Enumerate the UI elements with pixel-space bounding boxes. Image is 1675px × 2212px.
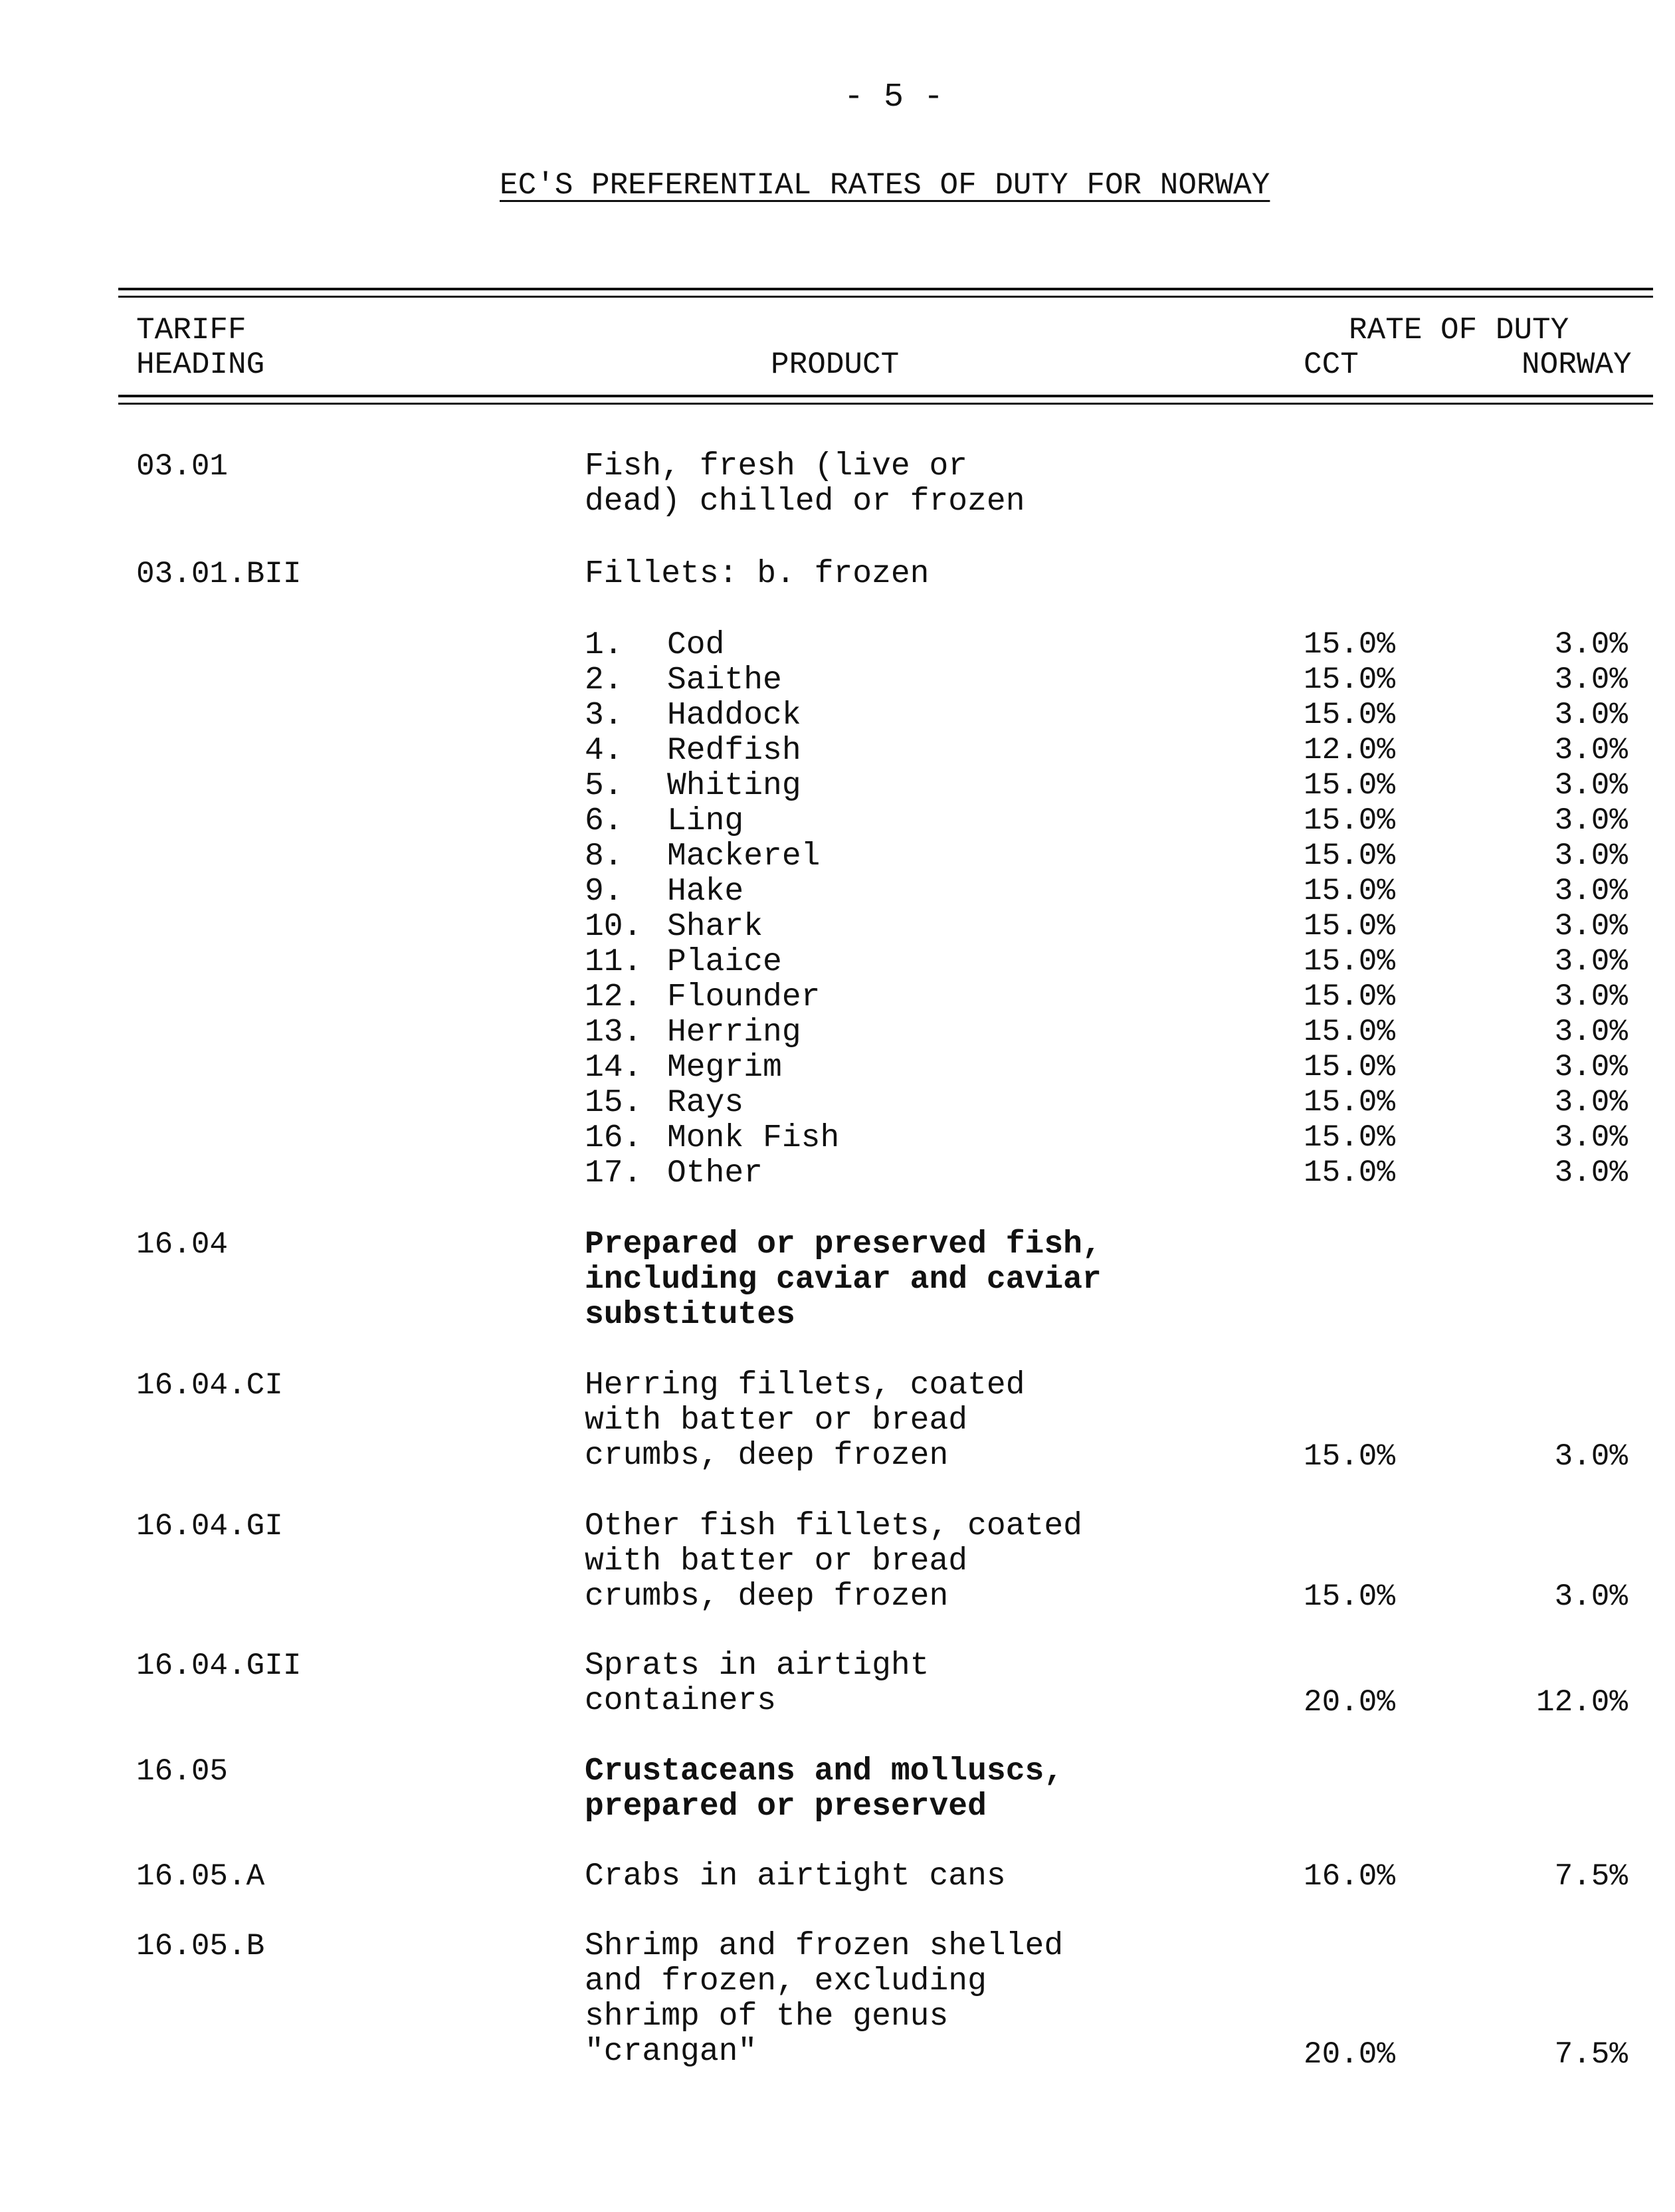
cct-rate: 15.0% <box>1303 839 1395 873</box>
cct-rate: 15.0% <box>1303 909 1395 944</box>
norway-rate: 3.0% <box>1554 1085 1628 1120</box>
product-description: Crustaceans and molluscs, prepared or preserved <box>585 1754 1064 1825</box>
tariff-heading: 16.05 <box>136 1754 229 1789</box>
cct-rate: 15.0% <box>1303 1015 1395 1049</box>
product-description: Prepared or preserved fish, including caviar and caviar substitutes <box>585 1227 1102 1333</box>
norway-rate: 3.0% <box>1554 979 1628 1014</box>
item-number: 2. <box>585 662 623 698</box>
list-item <box>585 768 801 804</box>
list-item <box>585 698 801 734</box>
product-description: Sprats in airtight containers <box>585 1648 930 1719</box>
item-number: 1. <box>585 627 623 663</box>
product-description: Crabs in airtight cans <box>585 1859 1006 1894</box>
cct-rate: 15.0% <box>1303 1156 1395 1190</box>
cct-rate: 15.0% <box>1303 627 1395 662</box>
product-description: Fillets: b. frozen <box>585 556 930 592</box>
header-norway: NORWAY <box>1522 348 1632 382</box>
list-item <box>585 1085 743 1121</box>
document-title: EC'S PREFERENTIAL RATES OF DUTY FOR NORWAY <box>500 168 1270 203</box>
norway-rate: 3.0% <box>1554 839 1628 873</box>
norway-rate: 12.0% <box>1535 1685 1628 1720</box>
list-item <box>585 662 782 698</box>
item-number: 4. <box>585 733 623 769</box>
item-number: 13. <box>585 1015 642 1051</box>
cct-rate: 15.0% <box>1303 1579 1395 1614</box>
item-name: Flounder <box>667 979 821 1015</box>
cct-rate: 15.0% <box>1303 662 1395 697</box>
norway-rate: 3.0% <box>1554 874 1628 908</box>
item-number: 16. <box>585 1120 642 1156</box>
list-item <box>585 627 724 663</box>
product-description: Shrimp and frozen shelled and frozen, excluding shrimp of the genus "crangan" <box>585 1928 1064 2070</box>
item-name: Megrim <box>667 1050 782 1086</box>
item-number: 17. <box>585 1156 642 1191</box>
norway-rate: 7.5% <box>1554 2037 1628 2072</box>
header-tariff-line1: TARIFF <box>136 313 246 348</box>
list-item <box>585 1120 839 1156</box>
norway-rate: 3.0% <box>1554 803 1628 838</box>
product-description: Other fish fillets, coated with batter or bread crumbs, deep frozen <box>585 1508 1082 1615</box>
item-name: Haddock <box>667 698 801 734</box>
list-item <box>585 874 743 910</box>
item-name: Herring <box>667 1015 801 1051</box>
tariff-heading: 16.04 <box>136 1227 229 1262</box>
item-name: Cod <box>667 627 725 663</box>
tariff-heading: 16.05.B <box>136 1929 265 1963</box>
header-cct: CCT <box>1304 348 1359 382</box>
item-name: Other <box>667 1156 763 1191</box>
item-number: 14. <box>585 1050 642 1086</box>
list-item <box>585 803 743 839</box>
norway-rate: 3.0% <box>1554 768 1628 803</box>
norway-rate: 3.0% <box>1554 1439 1628 1474</box>
list-item <box>585 1156 763 1191</box>
tariff-heading: 16.05.A <box>136 1859 265 1894</box>
item-name: Rays <box>667 1085 744 1121</box>
cct-rate: 15.0% <box>1303 803 1395 838</box>
cct-rate: 15.0% <box>1303 1120 1395 1155</box>
item-number: 11. <box>585 944 642 980</box>
item-number: 6. <box>585 803 623 839</box>
item-name: Hake <box>667 874 744 910</box>
norway-rate: 3.0% <box>1554 1015 1628 1049</box>
cct-rate: 15.0% <box>1303 1439 1395 1474</box>
item-name: Shark <box>667 909 763 945</box>
tariff-heading: 16.04.CI <box>136 1368 283 1403</box>
header-product: PRODUCT <box>771 348 900 382</box>
top-rule-1 <box>118 288 1653 290</box>
norway-rate: 3.0% <box>1554 1156 1628 1190</box>
item-name: Saithe <box>667 662 782 698</box>
tariff-heading: 03.01.BII <box>136 557 302 591</box>
top-rule-2 <box>118 296 1653 298</box>
item-name: Mackerel <box>667 839 821 874</box>
item-name: Whiting <box>667 768 801 804</box>
norway-rate: 3.0% <box>1554 733 1628 767</box>
list-item <box>585 1015 801 1051</box>
cct-rate: 15.0% <box>1303 944 1395 979</box>
item-name: Monk Fish <box>667 1120 840 1156</box>
cct-rate: 15.0% <box>1303 768 1395 803</box>
tariff-heading: 16.04.GI <box>136 1509 283 1544</box>
cct-rate: 15.0% <box>1303 1085 1395 1120</box>
item-number: 8. <box>585 839 623 874</box>
page-number: - 5 - <box>844 78 944 116</box>
norway-rate: 3.0% <box>1554 1579 1628 1614</box>
norway-rate: 3.0% <box>1554 909 1628 944</box>
cct-rate: 15.0% <box>1303 979 1395 1014</box>
item-number: 9. <box>585 874 623 910</box>
list-item <box>585 839 820 874</box>
list-item <box>585 1050 782 1086</box>
cct-rate: 12.0% <box>1303 733 1395 767</box>
list-item <box>585 733 801 769</box>
item-name: Plaice <box>667 944 782 980</box>
item-name: Ling <box>667 803 744 839</box>
item-number: 12. <box>585 979 642 1015</box>
cct-rate: 15.0% <box>1303 698 1395 732</box>
norway-rate: 3.0% <box>1554 944 1628 979</box>
list-item <box>585 944 782 980</box>
product-description: Fish, fresh (live or dead) chilled or frozen <box>585 449 1025 520</box>
cct-rate: 20.0% <box>1303 1685 1395 1720</box>
item-number: 15. <box>585 1085 642 1121</box>
norway-rate: 3.0% <box>1554 627 1628 662</box>
cct-rate: 15.0% <box>1303 1050 1395 1084</box>
cct-rate: 16.0% <box>1303 1859 1395 1894</box>
header-rate-of-duty: RATE OF DUTY <box>1349 313 1569 348</box>
header-rule-2 <box>118 403 1653 405</box>
norway-rate: 3.0% <box>1554 1120 1628 1155</box>
cct-rate: 20.0% <box>1303 2037 1395 2072</box>
header-rule-1 <box>118 395 1653 397</box>
item-number: 3. <box>585 698 623 734</box>
norway-rate: 7.5% <box>1554 1859 1628 1894</box>
item-number: 10. <box>585 909 642 945</box>
cct-rate: 15.0% <box>1303 874 1395 908</box>
header-tariff-line2: HEADING <box>136 348 265 382</box>
norway-rate: 3.0% <box>1554 662 1628 697</box>
norway-rate: 3.0% <box>1554 698 1628 732</box>
list-item <box>585 909 763 945</box>
norway-rate: 3.0% <box>1554 1050 1628 1084</box>
list-item <box>585 979 820 1015</box>
tariff-heading: 03.01 <box>136 449 229 484</box>
tariff-heading: 16.04.GII <box>136 1649 302 1683</box>
product-description: Herring fillets, coated with batter or bread crumbs, deep frozen <box>585 1367 1025 1474</box>
item-number: 5. <box>585 768 623 804</box>
item-name: Redfish <box>667 733 801 769</box>
